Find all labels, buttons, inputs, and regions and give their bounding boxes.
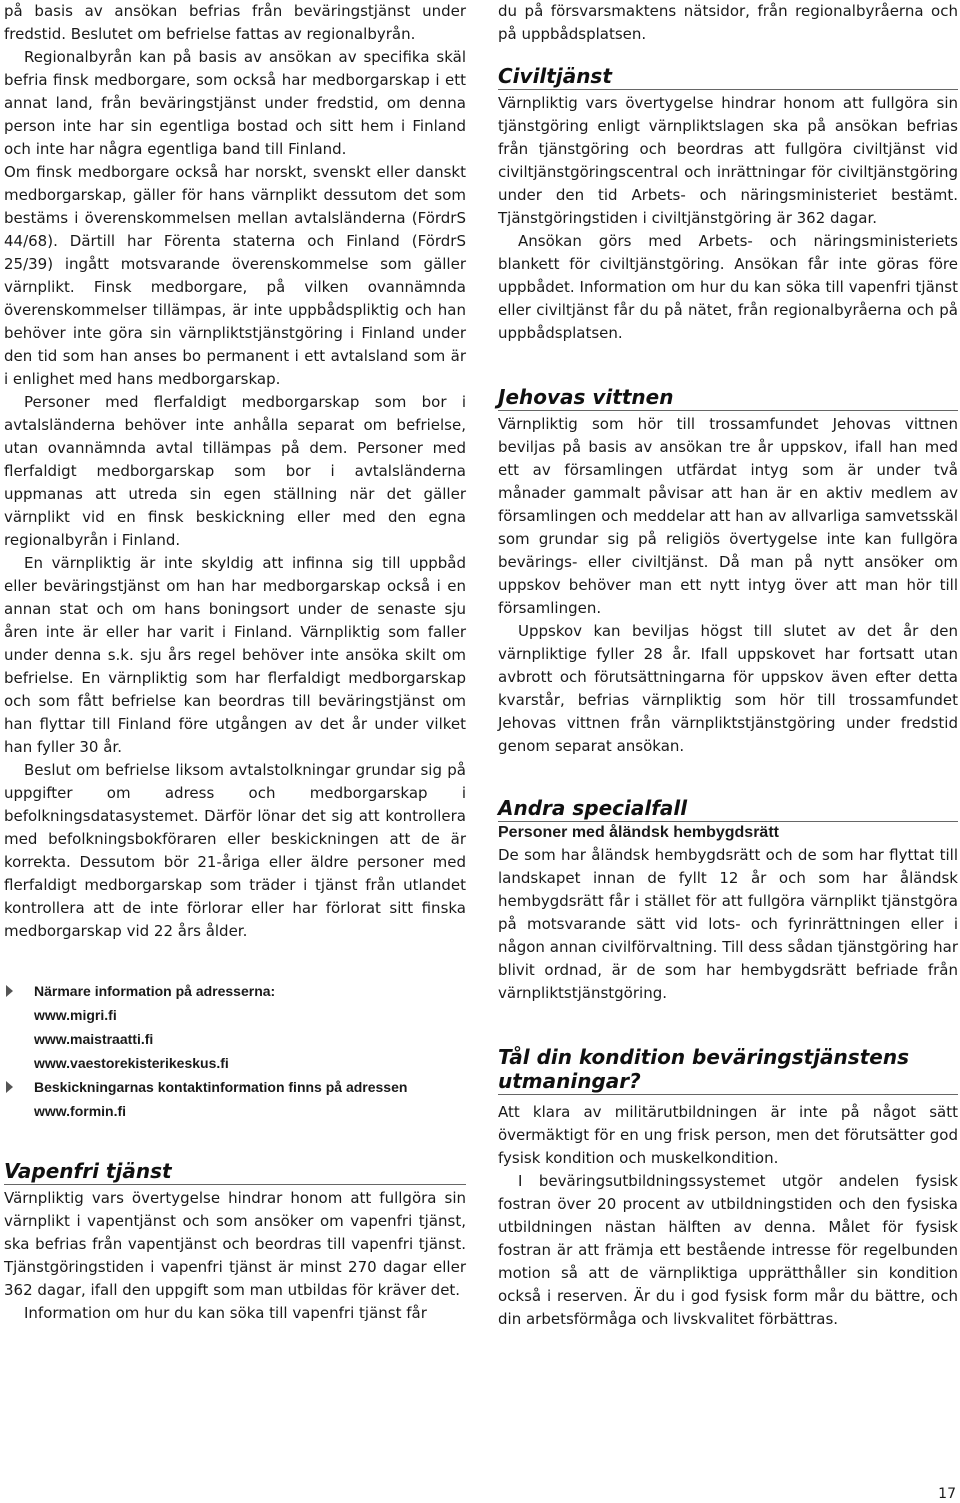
page-number: 17	[938, 1486, 956, 1502]
body-paragraph: En värnpliktig är inte skyldig att infinna sig till uppbåd eller beväringstjänst om han har medborgarskap också i en annan stat och om hans boningsort under de senaste sju åren inte är eller har varit i Finland. Värnpliktig som faller under denna s.k. sju års regel behöver inte ansöka skilt om befrielse. En värnpliktig som har flerfaldigt medborgarskap och som fått befrielse kan beordras till beväringstjänst om han flyttar till Finland före utgången av det år under vilket han fyller 30 år.	[4, 554, 466, 756]
body-paragraph: Värnpliktig som hör till trossamfundet Jehovas vittnen beviljas på basis av ansökan tre år uppskov, ifall han med ett av församlingen utfärdat intyg som är under två månader gammalt påvisar att han är en aktiv medlem av församlingen och meddelar att han av allvarliga samvetsskäl som grundar sig på religiös övertygelse inte kan fullgöra bevärings- eller civiltjänst. Då man på nytt ansöker om uppskov behöver man ett nytt intyg över att man hör till församlingen.	[498, 415, 958, 617]
info-links-list	[4, 979, 466, 1123]
body-paragraph: Värnpliktig vars övertygelse hindrar honom att fullgöra sin tjänstgöring enligt värnpliktslagen ska på ansökan befrias från tjänstgöring och beordras att fullgöra civiltjänst vid civiltjänstgöringscentral och inrättningar för civiltjänstgöring under den tid Arbets- och näringsministeriet bestämt. Tjänstgöringstiden i civiltjänstgöring är 362 dagar.	[498, 94, 958, 227]
body-paragraph: Beslut om befrielse liksom avtalstolkningar grundar sig på uppgifter om adress och medborgarskap i befolkningsdatasystemet. Därför lönar det sig att kontrollera med befolkningsbokföraren eller beskickningen att de är korrekta. Dessutom bör 21-åriga eller äldre personer med flerfaldigt medborgarskap som träder i tjänst från utlandet kontrollera att de inte förlorar eller har förlorat sitt finska medborgarskap vid 22 års ålder.	[4, 761, 466, 940]
left-column	[4, 0, 466, 1325]
info-heading: Närmare information på adresserna:	[4, 979, 466, 1003]
link-vaestorekisterikeskus[interactable]: www.vaestorekisterikeskus.fi	[34, 1055, 229, 1071]
body-paragraph: Personer med flerfaldigt medborgarskap som bor i avtalsländerna behöver inte anhålla separat om befrielse, utan ovannämnda avtal tillämpas på dem. Personer med flerfaldigt medborgarskap som bor i avtalsländerna uppmanas att utreda sin egen ställning när det gäller värnplikt vid en finsk beskickning eller med den egna regionalbyrån i Finland.	[4, 393, 466, 549]
info-heading: Beskickningarnas kontaktinformation finns på adressen	[4, 1075, 466, 1099]
body-paragraph: Värnpliktig vars övertygelse hindrar honom att fullgöra sin värnplikt i vapentjänst och som ansöker om vapenfri tjänst, ska befrias från vapentjänst och beordras till vapenfri tjänst. Tjänstgöringstiden i vapenfri tjänst är minst 270 dagar eller 362 dagar, ifall den uppgift som man utbildas för kräver det.	[4, 1189, 466, 1299]
triangle-bullet-icon	[6, 985, 13, 997]
body-paragraph: på basis av ansökan befrias från beväringstjänst under fredstid. Beslutet om befrielse fattas av regionalbyrån.	[4, 2, 466, 43]
body-paragraph: Regionalbyrån kan på basis av ansökan av specifika skäl befria finsk medborgare, som också har medborgarskap i ett annat land, från beväringstjänst under fredstid, om denna person inte har sin egentliga bostad och sitt hem i Finland och inte har några egentliga band till Finland.	[4, 48, 466, 158]
section-heading-kondition: Tål din kondition beväringstjänstens utmaningar?	[498, 1045, 958, 1095]
link-maistraatti[interactable]: www.maistraatti.fi	[34, 1031, 154, 1047]
body-paragraph: Information om hur du kan söka till vapenfri tjänst får	[24, 1304, 427, 1322]
section-heading-jehova: Jehovas vittnen	[498, 385, 958, 411]
body-paragraph: du på försvarsmaktens nätsidor, från regionalbyråerna och på uppbådsplatsen.	[498, 2, 958, 43]
body-paragraph: I beväringsutbildningssystemet utgör andelen fysisk fostran över 20 procent av utbildningstiden och den fysiska utbildningen nästan hälften av denna. Målet för fysisk fostran är att främja ett bestående intresse för regelbunden motion så att de värnpliktiga upprätthåller sin kondition också i reserven. Är du i god fysisk form mår du bättre, och din arbetsförmåga och livskvalitet förbättras.	[498, 1172, 958, 1328]
section-heading-andra: Andra specialfall	[498, 796, 958, 822]
body-paragraph: Att klara av militärutbildningen är inte på något sätt övermäktigt för en ung frisk person, men det förutsätter god fysisk kondition och muskelkondition.	[498, 1103, 958, 1167]
section-heading-vapenfri: Vapenfri tjänst	[4, 1159, 466, 1185]
body-paragraph: De som har åländsk hembygdsrätt och de som har flyttat till landskapet innan de fyllt 12 år och som har åländsk hembygdsrätt får i stället för att fullgöra värnplikt tjänstgöra på motsvarande sätt vid lots- och fyrinrättningen eller i någon annan civilförvaltning. Till dess sådan tjänstgöring har blivit ordnad, är de som har hembygdsrätt befriade från värnpliktstjänstgöring.	[498, 846, 958, 1002]
body-paragraph: Ansökan görs med Arbets- och näringsministeriets blankett för civiltjänstgöring. Ansökan får inte göras före uppbådet. Information om hur du kan söka till vapenfri tjänst eller civiltjänst får du på nätet, från regionalbyråerna och på uppbådsplatsen.	[498, 232, 958, 342]
section-heading-civiltjanst: Civiltjänst	[498, 64, 958, 90]
right-column	[498, 0, 958, 1331]
link-migri[interactable]: www.migri.fi	[34, 1007, 117, 1023]
subheading-aland: Personer med åländsk hembygdsrätt	[498, 824, 779, 841]
link-formin[interactable]: www.formin.fi	[34, 1103, 127, 1119]
body-paragraph: Om finsk medborgare också har norskt, svenskt eller danskt medborgarskap, gäller för hans värnplikt dessutom det som bestäms i överenskommelsen mellan avtalsländerna (FördrS 44/68). Därtill har Förenta staterna och Finland (FördrS 25/39) ingått motsvarande överenskommelse som gäller värnplikt. Finsk medborgare, på vilken ovannämnda överenskommelser tillämpas, är inte uppbådspliktig och han behöver inte göra sin värnpliktstjänstgöring i Finland under den tid som han anses bo permanent i ett avtalsland som är i enlighet med hans medborgarskap.	[4, 163, 466, 388]
triangle-bullet-icon	[6, 1081, 13, 1093]
body-paragraph: Uppskov kan beviljas högst till slutet av det år den värnpliktige fyller 28 år. Ifall uppskovet har fortsatt utan avbrott och förutsättningarna för uppskov även efter detta kvarstår, befrias värnpliktig som hör till trossamfundet Jehovas vittnen från värnpliktstjänstgöring under fredstid genom separat ansökan.	[498, 622, 958, 755]
